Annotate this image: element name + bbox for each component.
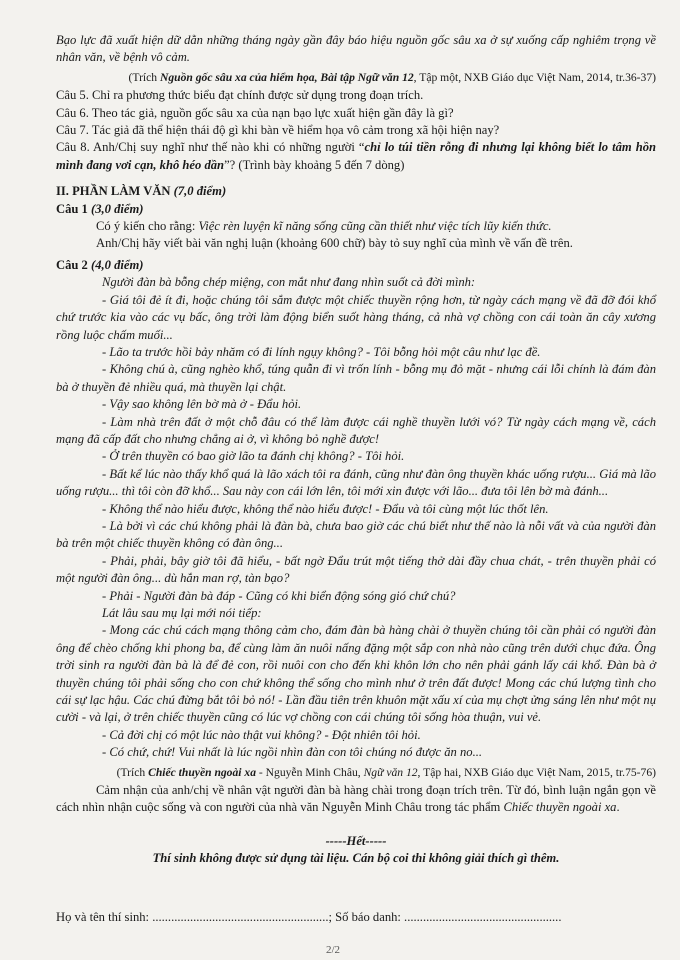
cau-2-excerpt [56, 274, 656, 761]
source-citation-2: (Trích Chiếc thuyền ngoài xa - Nguyễn Minh Châu, Ngữ văn 12, Tập hai, NXB Giáo dục Việt Nam, 2015, tr.75-76) [116, 765, 656, 779]
cau-1-prompt: Có ý kiến cho rằng: Việc rèn luyện kĩ năng sống cũng cần thiết như việc tích lũy kiến thức. [96, 219, 552, 234]
page-number: 2/2 [326, 944, 341, 956]
question-7: Câu 7. Tác giả đã thể hiện thái độ gì khi bàn về hiểm họa vô cảm trong xã hội hiện nay? [56, 123, 500, 138]
exam-page [56, 32, 656, 868]
question-8-quote: chỉ lo túi tiền rỗng đi nhưng lại không biết lo tâm hồn mình đang vơi cạn, khô héo dần [56, 140, 657, 172]
excerpt-line: - Ở trên thuyền có bao giờ lão ta đánh chị không? - Tôi hỏi. [102, 449, 405, 464]
exam-notice: Thí sinh không được sử dụng tài liệu. Cán bộ coi thi không giải thích gì thêm. [152, 851, 560, 866]
excerpt-line: - Giá tôi đẻ ít đi, hoặc chúng tôi sắm được một chiếc thuyền rộng hơn, từ ngày cách mạng về đã đỡ đói khổ chứ trước kia vào các vụ bấc, ông trời làm động biển suốt hàng tháng, cả nhà vợ chồng con cái toàn ăn cây xương rồng luộc chấm muối... [56, 292, 656, 342]
passage-tail: Bạo lực đã xuất hiện dữ dằn những tháng ngày gần đây báo hiệu nguồn gốc sâu xa ở sự xuống cấp nghiêm trọng về nhân văn, về bệnh vô cảm. [56, 33, 656, 65]
excerpt-line: - Phải, phải, bây giờ tôi đã hiểu, - bất ngờ Đẩu trút một tiếng thở dài đầy chua chát, - trên thuyền phải có một người đàn ông... dù hắn man rợ, tàn bạo? [56, 553, 656, 586]
cau-2-task: Cảm nhận của anh/chị về nhân vật người đàn bà hàng chài trong đoạn trích trên. Từ đó, bình luận ngắn gọn về cách nhìn nhận cuộc sống và con người của nhà văn Nguyễn Minh Châu trong tác phẩm Chiếc thuyền ngoài xa. [56, 783, 656, 815]
excerpt-line: - Phải - Người đàn bà đáp - Cũng có khi biển động sóng gió chứ chú? [102, 588, 456, 603]
source-citation-1: (Trích Nguồn gốc sâu xa của hiểm họa, Bài tập Ngữ văn 12, Tập một, NXB Giáo dục Việt Nam, 2014, tr.36-37) [128, 70, 656, 84]
excerpt-line: Lát lâu sau mụ lại mới nói tiếp: [102, 606, 262, 620]
cau-1-task: Anh/Chị hãy viết bài văn nghị luận (khoảng 600 chữ) bày tỏ suy nghĩ của mình về vấn đề trên. [96, 236, 573, 251]
candidate-info-line: Họ và tên thí sinh: ........................................................; Số báo danh: .................................................. [56, 910, 562, 924]
excerpt-line: Người đàn bà bỗng chép miệng, con mắt như đang nhìn suốt cả đời mình: [102, 275, 476, 290]
question-5: Câu 5. Chỉ ra phương thức biểu đạt chính được sử dụng trong đoạn trích. [56, 88, 424, 103]
excerpt-line: - Cả đời chị có một lúc nào thật vui không? - Đột nhiên tôi hỏi. [102, 727, 421, 742]
excerpt-line: - Vậy sao không lên bờ mà ở - Đẩu hỏi. [102, 397, 302, 412]
part-2-heading: II. PHẦN LÀM VĂN (7,0 điểm) [56, 184, 227, 199]
excerpt-line: - Không thể nào hiểu được, không thể nào hiểu được! - Đẩu và tôi cùng một lúc thốt lên. [102, 501, 549, 516]
question-8: Câu 8. Anh/Chị suy nghĩ như thế nào khi có những người “chỉ lo túi tiền rỗng đi nhưng lại không biết lo tâm hồn mình đang vơi cạn, khô héo dần”? (Trình bày khoảng 5 đến 7 dòng) [56, 140, 657, 172]
excerpt-line: - Bất kể lúc nào thấy khổ quá là lão xách tôi ra đánh, cũng như đàn ông thuyền khác uống rượu... Giá mà lão uống rượu... thì tôi còn đỡ khổ... Sau này con cái lớn lên, tôi mới xin được với lão... đưa tôi lên bờ mà đánh... [56, 466, 656, 499]
cau-2-heading: Câu 2 (4,0 điểm) [56, 257, 144, 272]
end-mark: -----Hết----- [325, 833, 387, 848]
cau-1-heading: Câu 1 (3,0 điểm) [56, 201, 144, 216]
excerpt-line: - Lão ta trước hồi bảy nhăm có đi lính ngụy không? - Tôi bỗng hỏi một câu như lạc đề. [102, 344, 541, 359]
excerpt-line: - Không chú à, cũng nghèo khổ, túng quẫn đi vì trốn lính - bỗng mụ đỏ mặt - nhưng cái lỗi chính là đám đàn bà ở thuyền đẻ nhiều quá, mà thuyền lại chật. [56, 362, 656, 394]
question-6: Câu 6. Theo tác giả, nguồn gốc sâu xa của nạn bạo lực xuất hiện gần đây là gì? [56, 105, 454, 120]
excerpt-line: - Là bởi vì các chú không phải là đàn bà, chưa bao giờ các chú biết như thế nào là nỗi vất và của người đàn bà trên một chiếc thuyền không có đàn ông... [56, 518, 656, 551]
excerpt-line: - Mong các chú cách mạng thông cảm cho, đám đàn bà hàng chài ở thuyền chúng tôi cần phải có người đàn ông để chèo chống khi phong ba, để cùng làm ăn nuôi nấng đặng một sắp con nhà nào cũng trên dưới chục đứa. Ông trời sinh ra người đàn bà là để đẻ con, rồi nuôi con cho đến khi khôn lớn cho nên phải gánh lấy cái khổ. Đàn bà ở thuyền chúng tôi phải sống cho con chứ không thể sống cho mình như ở trên đất được! Mong các chú lượng tình cho cái sự lạc hậu. Các chú đừng bắt tôi bỏ nó! - Lần đầu tiên trên khuôn mặt xấu xí của mụ chợt ửng sáng lên như một nụ cười - và lại, ở trên chiếc thuyền cũng có lúc vợ chồng con cái chúng tôi sống hòa thuận, vui vẻ. [56, 623, 656, 725]
source-1-title: Nguồn gốc sâu xa của hiểm họa, Bài tập Ngữ văn 12 [160, 70, 414, 84]
excerpt-line: - Làm nhà trên đất ở một chỗ đâu có thể làm được cái nghề thuyền lưới vó? Từ ngày cách mạng về, cách mạng đã cấp đất cho nhưng chẳng ai ở, vì không bỏ nghề được! [56, 414, 656, 446]
excerpt-line: - Có chứ, chứ! Vui nhất là lúc ngồi nhìn đàn con tôi chúng nó được ăn no... [102, 745, 483, 760]
